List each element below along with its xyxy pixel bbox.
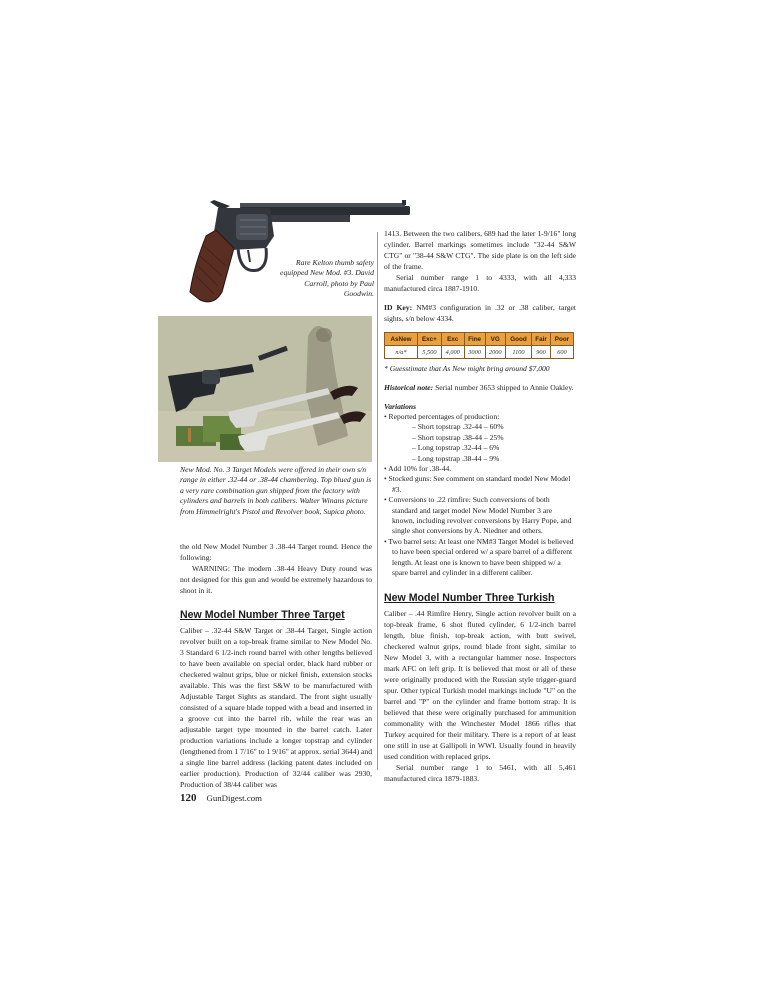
price-header-cell: VG (485, 333, 505, 346)
target-body: Caliber – .32-44 S&W Target or .38-44 Target, Single action revolver built on a top-break frame similar to New Model No. 3 Standard 6 1/2-inch round barrel with other lengths believed to have been available on special order, black hard rubber or checkered walnut grips, blue or nickel finish, extension stocks available. This was the first S&W to be manufactured with Adjustable Target Sights as standard. The front sight usually consisted of a square blade topped with a bead and inserted in a groove cut into the barrel rib, while the rear was an adjustable target type mounted in the barrel catch. Later production variations include a longer topstrap and cylinder (lengthened from 1 7/16" to 1 9/16" at approx. serial 3644) and a single line barrel address (lacking patent dates included on earlier production). Production of 32/44 caliber was 2930, Production of 38/44 caliber was (180, 626, 372, 789)
variations-label: Variations (384, 402, 417, 411)
price-header-cell: Poor (550, 333, 573, 346)
price-value-cell: n/a* (385, 346, 418, 359)
historical-text: Serial number 3653 shipped to Annie Oakley. (435, 383, 574, 392)
price-header-cell: Exc (441, 333, 464, 346)
variation-item: • Stocked guns: See comment on standard model New Model #3. (384, 474, 571, 494)
page-footer (180, 788, 262, 806)
price-value-cell: 900 (532, 346, 551, 359)
variation-item: • Two barrel sets: At least one NM#3 Target Model is believed to have been special ordered w/ a spare barrel of a different length. At least one is known to have been shipped w/ a spare barrel and cylinder in a different caliber. (384, 536, 574, 578)
price-header-cell: Fine (464, 333, 485, 346)
right-column (384, 228, 576, 784)
left-column (180, 541, 372, 790)
price-value-cell: 5,500 (418, 346, 442, 359)
price-value-cell: 600 (550, 346, 573, 359)
price-value-cell: 2000 (485, 346, 505, 359)
variations-list (384, 412, 576, 579)
serial-paragraph: Serial number range 1 to 4333, with all 4,333 manufactured circa 1887-1910. (384, 273, 576, 293)
variation-item: – Long topstrap .38-44 – 9% (412, 453, 500, 463)
photo-caption: New Mod. No. 3 Target Models were offered in their own s/n range in either .32-44 or .38-44 chambering. Top blued gun is a very rare combination gun shipped from the factory with cylinders and barrels in both calibers. Walter Winans picture from Himmelright's Pistol and Revolver book, Supica photo. (180, 465, 372, 516)
turkish-serial: Serial number range 1 to 5461, with all 5,461 manufactured circa 1879-1883. (384, 762, 576, 783)
historical-label: Historical note: (384, 383, 434, 392)
revolver-caption: Rare Kelton thumb safety equipped New Mod. #3. David Carroll, photo by Paul Goodwin. (280, 258, 374, 299)
variation-item: – Short topstrap .38-44 – 25% (412, 432, 504, 442)
price-value-cell: 1100 (505, 346, 531, 359)
price-header-cell: Fair (532, 333, 551, 346)
variation-item: • Conversions to .22 rimfire: Such conversions of both standard and target model New Model Number 3 are known, including revolver conversions by Harry Pope, and single shot conversions by A. Niedner and others. (384, 495, 572, 536)
price-header-cell: AsNew (385, 333, 418, 346)
page-number: 120 (180, 792, 197, 804)
price-value-cell: 3000 (464, 346, 485, 359)
historical-note (384, 382, 576, 393)
price-header-cell: Exc+ (418, 333, 442, 346)
section-heading-turkish: New Model Number Three Turkish (384, 591, 555, 604)
id-key-paragraph (384, 302, 576, 324)
section-heading-target: New Model Number Three Target (180, 609, 345, 621)
warning-paragraph: WARNING: The modern .38-44 Heavy Duty round was not designed for this gun and would be extremely hazardous to shoot in it. (180, 564, 372, 595)
id-key-text: NM#3 configuration in .32 or .38 caliber, target sights, s/n below 4334. (384, 303, 576, 323)
guesstimate-note: * Guesstimate that As New might bring around $7,000 (384, 364, 550, 373)
variation-item: • Add 10% for .38-44. (384, 464, 452, 474)
intro-paragraph: the old New Model Number 3 .38-44 Target round. Hence the following: (180, 542, 372, 562)
site-name: GunDigest.com (206, 793, 262, 803)
price-header-cell: Good (505, 333, 531, 346)
turkish-body: Caliber – .44 Rimfire Henry, Single action revolver built on a top-break frame, 6 shot fluted cylinder, 6 1/2-inch barrel length, blue finish, top-break action, with butt swivel, checkered walnut grips, round blade front sight, similar to New Model 3, with a rectangular hammer nose. Inspectors mark AFC on left grip. It is believed that most or all of these were originally produced with the Russian style trigger-guard spur. Other typical Turkish model markings include "U" on the barrel and "P" on the cylinder and frame bottom strap. It is believed that these were originally purchased for ammunition commonality with the Winchester Model 1866 rifles that Turkey acquired for their military. There is a report of at least one still in use at Gallipoli in WWI. Usually found in heavily used condition with replaced grips. (384, 608, 576, 761)
price-table (384, 332, 574, 359)
column-divider (377, 232, 378, 770)
variation-item: • Reported percentages of production: (384, 412, 500, 421)
id-key-label: ID Key: (384, 303, 413, 312)
price-value-cell: 4,000 (441, 346, 464, 359)
cylinder-paragraph: 1413. Between the two calibers, 689 had the later 1-9/16" long cylinder. Barrel markings sometimes include "32-44 S&W CTG" or "38-44 S&W CTG". The side plate is on the left side of the frame. (384, 229, 576, 271)
target-models-photo (158, 316, 372, 462)
variation-item: – Short topstrap .32-44 – 60% (412, 422, 504, 432)
variation-item: – Long topstrap .32-44 – 6% (412, 443, 500, 453)
